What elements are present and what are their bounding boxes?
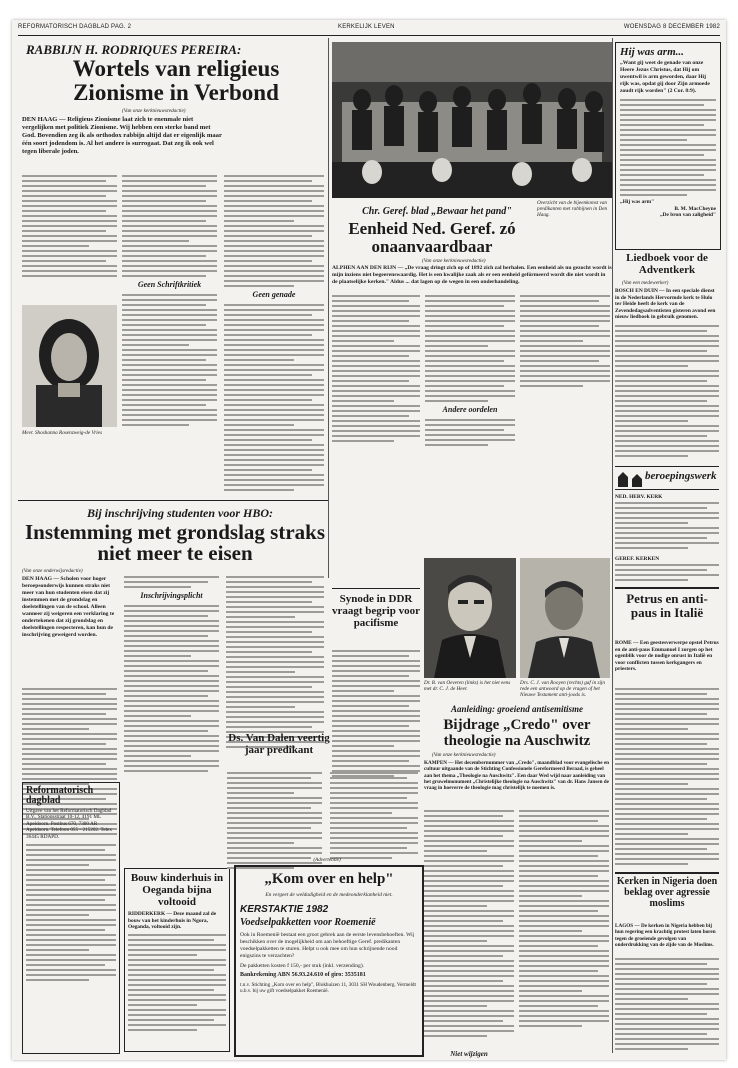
credo-credit: (Van onze kerknieuwsredactie)	[432, 752, 496, 758]
advert-text: Ook in Roemenië bestaat een groot gebrek aan de eerste levensbehoeften. Wij beschikken over de mogelijkheid om aan behoeftige Geref. predikanten voedselpakketten te sturen. Helpt u ook mee om hun schrijnende nood enigszins te verzachten?	[240, 932, 415, 959]
eenheid-col2	[425, 295, 515, 449]
man-photo-2	[520, 558, 610, 678]
credo-lead: KAMPEN — Het decembernummer van „Credo", maandblad voor evangelische en cultuur uitgaande van de Stichting Confessionele Gereformeerd Beraad, is geheel aan het thema „Theologie na Auschwitz". Een daar Wed wijd naar aanleiding van het gruwelmonument „Christelijke theologie na Auschwitz" van dr. Hans Jansen de vraag in hoeverre de theologie mag christelijk te noemen is.	[424, 760, 610, 792]
nigeria-headline: Kerken in Nigeria doen beklag over agressie moslims	[616, 876, 718, 909]
hiswas-quote: „Hij was arm"	[620, 199, 655, 205]
man-photo-1-image	[424, 558, 516, 678]
hiswas-source: „De bron van zaligheid"	[659, 212, 716, 218]
hiswas-box	[615, 42, 721, 250]
meeting-photo-image	[332, 42, 612, 198]
ad-label: (Advertentie)	[313, 857, 341, 863]
eenheid-col3	[520, 295, 610, 390]
kinderhuis-body	[128, 934, 226, 1031]
meeting-photo-caption: Overzicht van de bijeenkomst van predikanten met rabbijnen in Den Haag.	[537, 200, 608, 218]
credo-col2	[519, 810, 609, 1030]
credo-col1	[424, 810, 514, 1040]
credo-headline: Bijdrage „Credo" over theologie na Auschwitz	[443, 717, 591, 749]
masthead	[18, 24, 720, 34]
colophon-body	[26, 844, 116, 981]
colophon-address: Uitgave van het Reformatorisch Dagblad B.V., Stationsstraat 10-12, 4191 ML Apeldoorn. Postbus 670, 7300 AR Apeldoorn. Telefoon 055 - 215202. Telex 36445 RDAPD.	[26, 808, 112, 840]
meeting-photo	[332, 42, 612, 198]
rabbijn-col1	[22, 175, 117, 280]
eenheid-credit: (Van onze kerknieuwsredactie)	[422, 258, 486, 264]
rabbijn-portrait-photo	[22, 305, 117, 427]
credo-kicker: Aanleiding: groeiend antisemitisme	[450, 704, 583, 714]
hbo-col2	[124, 576, 219, 775]
hbo-headline: Instemming met grondslag straks niet meer te eisen	[24, 520, 326, 565]
newspaper-page	[12, 20, 726, 1060]
advert-price: De pakketten kosten f 150,- per stuk (inkl. verzending).	[240, 963, 365, 969]
man-photo-2-image	[520, 558, 610, 678]
beroeping-body-1	[615, 502, 719, 552]
eenheid-subhead: Andere oordelen	[442, 405, 498, 414]
hiswas-body	[620, 99, 716, 196]
eenheid-col1	[332, 295, 420, 445]
man-photo-1-caption: Dr. B. van Oeveren (links) is het niet eens met dr. C. J. de Heer.	[424, 680, 511, 692]
advert-box	[234, 865, 424, 1057]
liedboek-lead: BOSCH EN DUIN — In een speciale dienst in de Nederlands Hervormde kerk te Hulo ter Heide heeft de kerk van de Zevendedagsadventisten gisteren avond een nieuw liedboek in gebruik genomen.	[615, 288, 716, 321]
rabbijn-headline: Wortels van religieus Zionisme in Verbond	[72, 56, 280, 105]
rabbijn-credit: (Van onze kerknieuwsredactie)	[122, 108, 186, 114]
nigeria-lead: LAGOS — De kerken in Nigeria hebben bij hun regering een krachtig protest laten horen tegen de groeiende gevolgen van onderdrukking van de zijde van de Moslims.	[615, 923, 716, 948]
hiswas-author: B. M. MacCheyne	[674, 206, 716, 212]
eenheid-kicker: Chr. Geref. blad „Bewaar het pand"	[362, 206, 512, 217]
dalen-col2	[330, 772, 418, 862]
advert-subtitle: Voedselpakketten voor Roemenië	[240, 917, 376, 928]
kinderhuis-lead: RIDDERKERK — Deze maand zal de bouw van het kinderhuis in Ngora, Oeganda, voltooid zijn.	[128, 911, 217, 931]
woman-portrait-image	[22, 305, 117, 427]
colophon-title: Reformatorisch dagblad	[26, 785, 94, 806]
petrus-body	[615, 688, 719, 868]
hbo-lead: DEN HAAG — Scholen voor hoger beroepsonderwijs kunnen straks niet meer van hun studenten eisen dat zij instemmen met de grondslag en doelstellingen van de school. Alleen wanneer zij weigeren een verklaring te ondertekenen dat zij grondslag en doelstellingen respecteren, kan hun de inschrijving geweigerd worden.	[22, 576, 115, 638]
hbo-subhead-1: Inschrijvingsplicht	[140, 591, 203, 600]
man-photo-1	[424, 558, 516, 678]
advert-campaign: KERSTAKTIE 1982	[240, 904, 329, 915]
rabbijn-portrait-caption: Mevr. Shoshanna Rosenzweig-de Vries	[22, 430, 103, 436]
liedboek-headline: Liedboek voor de Adventkerk	[626, 252, 708, 276]
colophon-box	[22, 782, 120, 1054]
advert-subline: En vergeet de weldadigheid en de medeonderklanheid niet.	[265, 892, 393, 898]
masthead-left: REFORMATORISCH DAGBLAD PAG. 2	[18, 24, 132, 30]
beroeping-section-2: GEREF. KERKEN	[615, 556, 660, 562]
beroeping-banner	[615, 466, 719, 490]
kinderhuis-box	[124, 868, 230, 1052]
liedboek-credit: (Van een medewerker)	[622, 280, 669, 286]
eenheid-lead: ALPHEN AAN DEN RIJN — „De vraag dringt zich op of 1892 zich zal herhalen. Een eenheid als nu gezocht wordt is mijn inziens niet begeerenswaardig. Het is een kwalijke zaak als er een eenheid gefórmeerd wordt die niet wordt in de plaatselijke kerken." Aldus ... dat lagen op de wegen in een onderhandeling.	[332, 265, 612, 285]
hbo-rule	[18, 500, 328, 501]
hbo-kicker: Bij inschrijving studenten voor HBO:	[86, 506, 274, 520]
liedboek-body	[615, 325, 719, 460]
hiswas-lead: „Want gij weet de genade van onze Heere Jezus Christus, dat Hij om uwentwil is arm geworden, daar Hij rijk was, opdat gij door Zijn armoede zoudt rijk worden" (2 Cor. 8:9).	[620, 60, 710, 94]
rabbijn-subhead-2: Geen genade	[252, 290, 296, 299]
masthead-rule	[18, 35, 720, 36]
masthead-center: KERKELIJK LEVEN	[338, 24, 395, 30]
rabbijn-kicker: RABBIJN H. RODRIQUES PEREIRA:	[26, 42, 242, 57]
beroeping-body-2	[615, 564, 719, 584]
petrus-lead: ROME — Een geestesverwerpe opstel Petrus en de anti-paus Emmanuel I zorgen op het ogenblik voor de nodige onrust in Italië en voor conflicten tussen kerkgangers en priesters.	[615, 640, 719, 673]
synode-rule	[332, 588, 420, 589]
hiswas-title: Hij was arm...	[620, 46, 684, 58]
hbo-credit: (Van onze onderwijsredactie)	[22, 568, 83, 574]
rabbijn-subhead-1: Geen Schriftkritiek	[137, 280, 202, 289]
beroeping-section-1: NED. HERV. KERK	[615, 494, 663, 500]
rabbijn-lead: DEN HAAG — Religieus Zionisme laat zich te enenmale niet vergelijken met politiek Zionisme. Wij hebben een sterke band met God. Bovendien zeg ik als orthodox rabbijn altijd dat er eigenlijk maar één soort jodendom is. Al het andere is surrogaat. Dat zeg ik ook wel tegen liberale joden.	[22, 116, 222, 155]
column-divider	[328, 38, 329, 578]
eenheid-headline: Eenheid Ned. Geref. zó onaanvaardbaar	[348, 219, 516, 256]
church-icon	[615, 468, 645, 488]
masthead-right: WOENSDAG 8 DECEMBER 1982	[623, 24, 720, 30]
credo-subhead: Niet wijzigen	[450, 1050, 488, 1058]
advert-title: „Kom over en help"	[264, 871, 394, 887]
advert-bank: Bankrekening ABN 56.93.24.610 of giro: 3535181	[240, 972, 366, 978]
kinderhuis-headline: Bouw kinderhuis in Oeganda bijna voltooid	[130, 872, 224, 908]
petrus-rule	[615, 587, 719, 589]
rabbijn-col2	[122, 175, 217, 429]
nigeria-body	[615, 958, 719, 1053]
right-column-divider	[612, 38, 613, 1053]
advert-footer: t.n.v. Stichting „Kom over en help", Blokhuizen 11, 3031 SH Woudenberg. Vermeldt u.b.v. bij uw gift voedselpakket Roemenië.	[240, 982, 416, 995]
rabbijn-col3	[224, 175, 324, 494]
synode-body	[332, 650, 420, 780]
man-photo-2-caption: Drs. C. J. van Rooyen (rechts) gaf in zijn rede een antwoord op de vragen of het Nieuwe Testament anti-joods is.	[520, 680, 605, 698]
synode-headline: Synode in DDR vraagt begrip voor pacifisme	[332, 593, 420, 629]
hbo-col3	[226, 576, 324, 751]
nigeria-rule	[615, 872, 719, 874]
petrus-headline: Petrus en anti-paus in Italië	[626, 591, 708, 620]
beroeping-title: beroepingswerk	[645, 470, 717, 482]
dalen-headline: Ds. Van Dalen veertig jaar predikant	[228, 732, 330, 756]
